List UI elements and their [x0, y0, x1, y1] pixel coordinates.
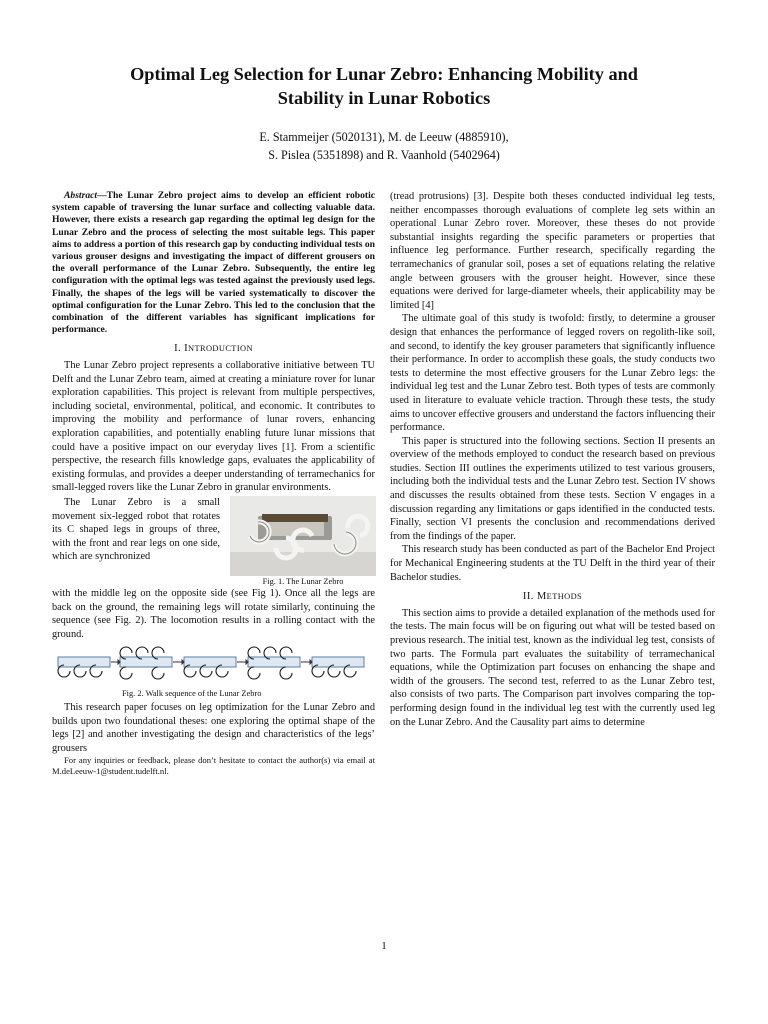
intro-paragraph-2: The Lunar Zebro is a small movement six-legged robot that rotates its C shaped legs in groups of three, with the front and rear legs on one side, which are synchronized	[52, 496, 220, 563]
intro-paragraph-2-continued: with the middle leg on the opposite side (see Fig 1). Once all the legs are back on the ground, the remaining legs will rotate similarly, continuing the sequence (see Fig. 2). The locomotion results in a rolling contact with the ground.	[52, 587, 375, 640]
right-column	[390, 190, 715, 729]
author-list	[40, 128, 728, 164]
figure-2	[52, 645, 375, 699]
section-number: II.	[522, 591, 537, 603]
intro-paragraph-3: This research paper focuses on leg optimization for the Lunar Zebro and builds upon two foundational theses: one exploring the optimal shape of the legs [2] and another investigating the design and characteristics of the legs’ grousers	[52, 701, 375, 754]
section-heading-methods	[390, 590, 715, 604]
figure-wrap-row	[52, 496, 375, 587]
figure-1-caption: Fig. 1. The Lunar Zebro	[262, 576, 344, 586]
abstract-label: Abstract	[64, 190, 98, 201]
left-column	[52, 190, 375, 777]
abstract	[52, 190, 375, 336]
intro-paragraph-1: The Lunar Zebro project represents a collaborative initiative between TU Delft and the Lunar Zebro team, aimed at creating a miniature rover for lunar exploration capabilities. This project is relevant from multiple perspectives, including societal, environmental, political, and economic. It contributes to improving the mobility and performance of lunar rovers, enhancing exploration capabilities, and potentially enabling future lunar missions that could have a positive impact on our everyday lives [1]. From a scientific perspective, the research fills knowledge gaps, evaluates the applicability of existing formulas, and provides a deeper understanding of terramechanics for small-legged rovers like the Lunar Zebro in granular environments.	[52, 360, 375, 494]
wrap-text	[52, 496, 220, 587]
methods-paragraph-1: This section aims to provide a detailed explanation of the methods used for the tests. The main focus will be on figuring out what will be tested based on previous research. The initial test, known as the individual leg test, consists of two parts. The Formula part evaluates the suitability of terramechanical equations, while the Optimization part focuses on enhancing the shape and width of the grousers. The second test, referred to as the Lunar Zebro test, also consists of two parts. The Comparison part involves comparing the top-performing design found in the individual leg test with the currently used leg on the Lunar Zebro. And the Causality part aims to determine	[390, 607, 715, 728]
title-line-1: Optimal Leg Selection for Lunar Zebro: Enhancing Mobility and	[130, 64, 638, 84]
title-line-2: Stability in Lunar Robotics	[277, 88, 491, 108]
authors-line-1: E. Stammeijer (5020131), M. de Leeuw (4885910),	[259, 130, 509, 144]
right-paragraph-3: This paper is structured into the following sections. Section II presents an overview of the methods employed to conduct the research based on previous studies. Section III outlines the experiments utilized to test various grousers, including both the individual tests and the Lunar Zebro test. Section IV shows and discusses the results obtained from these tests. Section V engages in a discussion regarding any limitations or gaps identified in the conducted tests. Finally, section VI presents the conclusion and recommendations derived from the findings of the paper.	[390, 435, 715, 542]
paper-title	[40, 62, 728, 110]
right-paragraph-4: This research study has been conducted as part of the Bachelor End Project for Mechanical Engineering students at the TU Delft in the third year of their Bachelor studies.	[390, 544, 715, 583]
section-number: I.	[174, 343, 185, 355]
walk-sequence-diagram	[52, 645, 375, 683]
section-title-rest: ETHODS	[546, 592, 583, 602]
section-title-rest: NTRODUCTION	[188, 344, 253, 354]
right-paragraph-1: (tread protrusions) [3]. Despite both theses conducted individual leg tests, neither encompasses thorough evaluations of complete leg sets within an operational Lunar Zebro rover. Moreover, these theses do not provide substantial insights regarding the specific parameters or properties that influence leg performance. Further research, specifically regarding the terramechanics of granular soil, poses a set of equations relating the relative angle between grousers with the grouser height. However, since these equations were derived for large-diameter wheels, their applicability may be limited [4]	[390, 191, 715, 311]
right-paragraph-2: The ultimate goal of this study is twofold: firstly, to determine a grouser design that enhances the performance of legged rovers on regolith-like soil, and second, to identify the key grouser parameters that significantly influence their performance. In order to accomplish these goals, the study conducts two tests to determine the most effective grousers for the Lunar Zebro legs: the individual leg test and the Lunar Zebro test. Both types of tests are commonly used in literature to evaluate vehicle traction. Through these tests, the study aims to uncover effective grousers and understand the factors influencing their performance.	[390, 313, 715, 434]
lunar-zebro-photo	[230, 496, 376, 576]
page-number: 1	[381, 940, 387, 952]
figure-1	[230, 496, 376, 587]
section-heading-introduction	[52, 342, 375, 356]
section-title-initial: M	[536, 591, 547, 603]
figure-2-caption: Fig. 2. Walk sequence of the Lunar Zebro	[122, 688, 262, 698]
section-title-initial: I	[184, 343, 189, 355]
footnote: For any inquiries or feedback, please don’t hesitate to contact the author(s) via email at M.deLeeuw-1@student.tudelft.nl.	[52, 755, 375, 777]
abstract-text: —The Lunar Zebro project aims to develop an efficient robotic system capable of traversing the lunar surface and collecting valuable data. However, there exists a research gap regarding the optimal leg design for the Lunar Zebro and the process of selecting the most suitable legs. This paper aims to address a portion of this research gap by conducting individual tests on various grouser designs and investigating the impact of different grousers on the overall performance of the Lunar Zebro. Subsequently, the entire leg configuration with the optimal legs was tested against the previously used legs. Finally, the shapes of the legs will be varied systematically to discover the optimal configuration for the Lunar Zebro. This led to the conclusion that the combination of the different variables has significant implications for performance.	[52, 190, 375, 336]
authors-line-2: S. Pislea (5351898) and R. Vaanhold (5402964)	[268, 148, 500, 162]
